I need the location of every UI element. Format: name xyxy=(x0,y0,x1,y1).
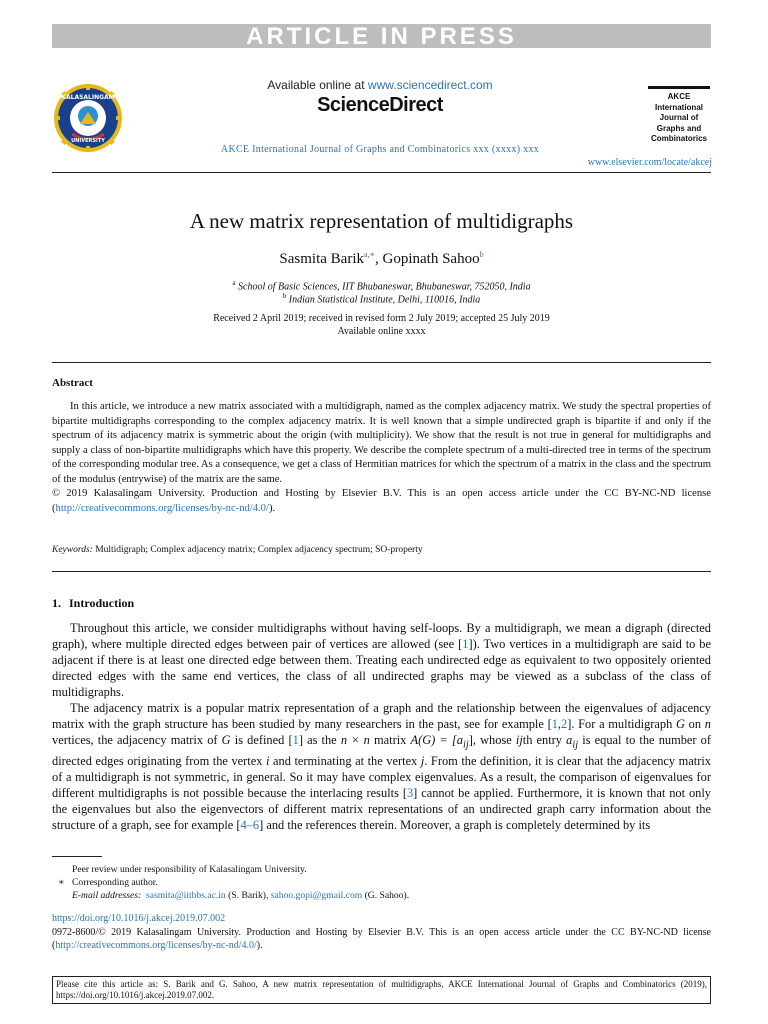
affiliation-mark: a xyxy=(232,279,236,287)
citation-link[interactable]: 1 xyxy=(551,717,558,731)
text-run: th entry xyxy=(522,733,567,747)
received-dates: Received 2 April 2019; received in revised form 2 July 2019; accepted 25 July 2019 xyxy=(213,313,550,324)
issn-license xyxy=(52,926,711,952)
journal-box xyxy=(648,86,710,145)
footnote-emails xyxy=(52,889,711,902)
text-run: ]. For a multidigraph xyxy=(567,717,677,731)
paragraph xyxy=(52,700,711,833)
doi-link[interactable]: https://doi.org/10.1016/j.akcej.2019.07.002 xyxy=(52,913,226,924)
article-in-press-banner: ARTICLE IN PRESS xyxy=(52,24,711,48)
email-link[interactable]: sasmita@iitbbs.ac.in xyxy=(146,890,226,901)
text-run: ] and the references therein. Moreover, a graph is completely determined by its xyxy=(259,818,651,833)
journal-url-link[interactable]: www.elsevier.com/locate/akcej xyxy=(587,157,712,168)
copyright-end: ). xyxy=(268,502,276,514)
citation-link[interactable]: 1 xyxy=(462,637,469,651)
math-subscript: ij xyxy=(462,739,469,751)
journal-box-line: International xyxy=(654,102,703,112)
text-run: on xyxy=(684,717,705,731)
header-rule xyxy=(52,172,711,173)
abstract-bottom-rule xyxy=(52,571,711,572)
math-symbol: n xyxy=(704,717,711,731)
text-run: The adjacency matrix is a popular matrix representation of a graph and the relationship between the eigenvalues of adjacency matrix with the graph structure has been studied by many researchers in the past, see for example [ xyxy=(52,701,711,731)
journal-box-bar xyxy=(648,86,710,89)
affiliation xyxy=(52,292,711,305)
text-run: matrix xyxy=(369,733,411,747)
logo-text-top: KALASALINGAM xyxy=(61,94,115,101)
keywords xyxy=(52,545,711,555)
affiliation-mark: b xyxy=(282,292,287,300)
keywords-text: Multidigraph; Complex adjacency matrix; Complex adjacency spectrum; SO-property xyxy=(92,545,423,555)
citation-link[interactable]: 2 xyxy=(561,717,568,731)
copyright-text: © 2019 Kalasalingam University. Production and Hosting by Elsevier B.V. This is an open access article under the CC BY-NC-ND license ( xyxy=(52,488,711,514)
text-run: vertices, the adjacency matrix of xyxy=(52,733,222,747)
affiliation xyxy=(52,279,711,292)
text-run: Throughout this article, we consider multidigraphs without having self-loops. By a multidigraph, we mean a digraph (directed graph), where multiple directed edges between pair of vertices are allowed (see [ xyxy=(52,621,711,651)
footnote-text: Corresponding author. xyxy=(72,877,158,888)
issn-end: ). xyxy=(256,940,263,951)
abstract-copyright xyxy=(52,487,711,516)
journal-box-line: Combinatorics xyxy=(650,134,707,144)
license-link[interactable]: http://creativecommons.org/licenses/by-nc-nd/4.0/ xyxy=(55,940,257,951)
math-symbol: a xyxy=(566,733,573,747)
text-run: ] cannot be applied. Furthermore, it is known that not only the eigenvalues but also the eigenvectors of different matrix representations of an undirected graph carry information about the structure of a graph, see for example [ xyxy=(52,786,711,833)
affiliation-text: School of Basic Sciences, IIT Bhubaneswar, Bhubaneswar, 752050, India xyxy=(238,281,531,293)
email-link[interactable]: sahoo.gopi@gmail.com xyxy=(270,890,363,901)
author-separator: , xyxy=(375,251,383,267)
email-owner: (S. Barik), xyxy=(225,890,271,901)
math-symbol: ij xyxy=(515,733,523,747)
author-list xyxy=(52,250,711,268)
journal-citation-line[interactable]: AKCE International Journal of Graphs and Combinatorics xxx (xxxx) xxx xyxy=(220,144,540,155)
footnote-corresponding xyxy=(52,876,711,889)
text-run: , xyxy=(557,717,562,731)
journal-box-line: Journal of xyxy=(659,113,699,123)
affiliation-text: Indian Statistical Institute, Delhi, 110016, India xyxy=(288,294,481,306)
abstract-body xyxy=(52,400,711,516)
keywords-label: Keywords: xyxy=(52,545,93,555)
section-title: Introduction xyxy=(69,596,135,610)
available-online xyxy=(180,78,580,92)
license-link[interactable]: http://creativecommons.org/licenses/by-nc-nd/4.0/ xyxy=(55,502,269,514)
text-run: ], whose xyxy=(468,733,516,747)
citation-link[interactable]: 1 xyxy=(292,733,299,747)
email-label: E-mail addresses: xyxy=(72,890,142,901)
university-logo xyxy=(52,82,124,154)
footnote-rule xyxy=(52,856,102,857)
text-run: and terminating at the vertex xyxy=(269,754,421,769)
math-symbol: G xyxy=(676,717,685,731)
sciencedirect-link[interactable]: www.sciencedirect.com xyxy=(367,78,493,92)
logo-text-bottom: UNIVERSITY xyxy=(71,138,105,144)
text-run: ]). Two vertices in a multidigraph are said to be adjacent if there is at least one directed edge between them. Treating each undirected edge as equivalent to two oppositely oriented directed edges with the same end vertices, the class of all undirected graphs may be viewed as a subclass of the class of multidigraphs. xyxy=(52,637,711,699)
text-run: is equal to the number of directed edges originating from the vertex xyxy=(52,733,712,769)
citation-link[interactable]: 3 xyxy=(406,786,414,801)
section-heading xyxy=(52,596,134,611)
email-owner: (G. Sahoo). xyxy=(362,890,410,901)
available-online-date: Available online xxxx xyxy=(337,326,426,337)
text-run: is defined [ xyxy=(230,733,293,747)
abstract-text: In this article, we introduce a new matrix associated with a multidigraph, named as the complex adjacency matrix. We study the spectral properties of bipartite multidigraphs corresponding to the complex adjacency matrix. It is well known that a simple undirected graph is bipartite if and only if the spectrum of its adjacency matrix is symmetric about the origin (with multiplicity). We show that the result is not true in general for multidigraphs and supply a class of non-bipartite multidigraphs which have this property. We describe the complete spectrum of a multi-directed tree in terms of the spectrum of the corresponding modular tree. As a consequence, we get a class of Hermitian matrices for which the spectrum of a matrix in the class and the spectrum of the modulus (entrywise) of the matrix are the same. xyxy=(52,401,711,485)
kalasalingam-university-seal-icon xyxy=(52,82,124,154)
text-run: ] as the xyxy=(298,733,341,747)
author-name: Gopinath Sahoo xyxy=(382,251,480,267)
paper-title: A new matrix representation of multidigraphs xyxy=(189,209,574,233)
math-symbol: G xyxy=(221,733,231,747)
citation-box: Please cite this article as: S. Barik and G. Sahoo, A new matrix representation of multidigraphs, AKCE International Journal of Graphs and Combinatorics (2019), https://doi.org/10.1016/j.akcej.2019.07.002. xyxy=(52,976,711,1004)
available-prefix: Available online at xyxy=(267,78,368,92)
paragraph xyxy=(52,620,711,700)
issn-text: 0972-8600/© 2019 Kalasalingam University. Production and Hosting by Elsevier B.V. This is an open access article under the CC BY-NC-ND license ( xyxy=(52,927,711,951)
footnote-peer-review: Peer review under responsibility of Kalasalingam University. xyxy=(72,864,307,875)
footnotes xyxy=(52,863,711,902)
journal-box-line: Graphs and xyxy=(656,123,702,133)
citation-link[interactable]: 4–6 xyxy=(240,818,260,833)
section-number: 1. xyxy=(52,596,61,610)
math-subscript: ij xyxy=(572,739,579,751)
author-name: Sasmita Barik xyxy=(279,251,364,267)
author-affiliation-mark[interactable]: b xyxy=(479,250,484,259)
author-affiliation-mark[interactable]: a,∗ xyxy=(364,250,375,259)
math-symbol: j xyxy=(420,754,425,769)
text-run: . From the definition, it is clear that the adjacency matrix of a multidigraph is not symmetric, in general. So it may have complex eigenvalues. As a result, the comparison of eigenvalues for different multidigraphs is not possible because the interlacing results [ xyxy=(52,754,711,801)
math-symbol: A(G) = [a xyxy=(410,733,463,747)
introduction-body xyxy=(52,620,711,833)
abstract-top-rule xyxy=(52,362,711,363)
math-symbol: n × n xyxy=(340,733,370,747)
math-symbol: i xyxy=(266,754,270,769)
publisher-name: ScienceDirect xyxy=(317,94,443,116)
footnote-mark: ∗ xyxy=(58,877,65,888)
abstract-heading: Abstract xyxy=(52,377,93,389)
journal-box-line: AKCE xyxy=(667,92,691,101)
